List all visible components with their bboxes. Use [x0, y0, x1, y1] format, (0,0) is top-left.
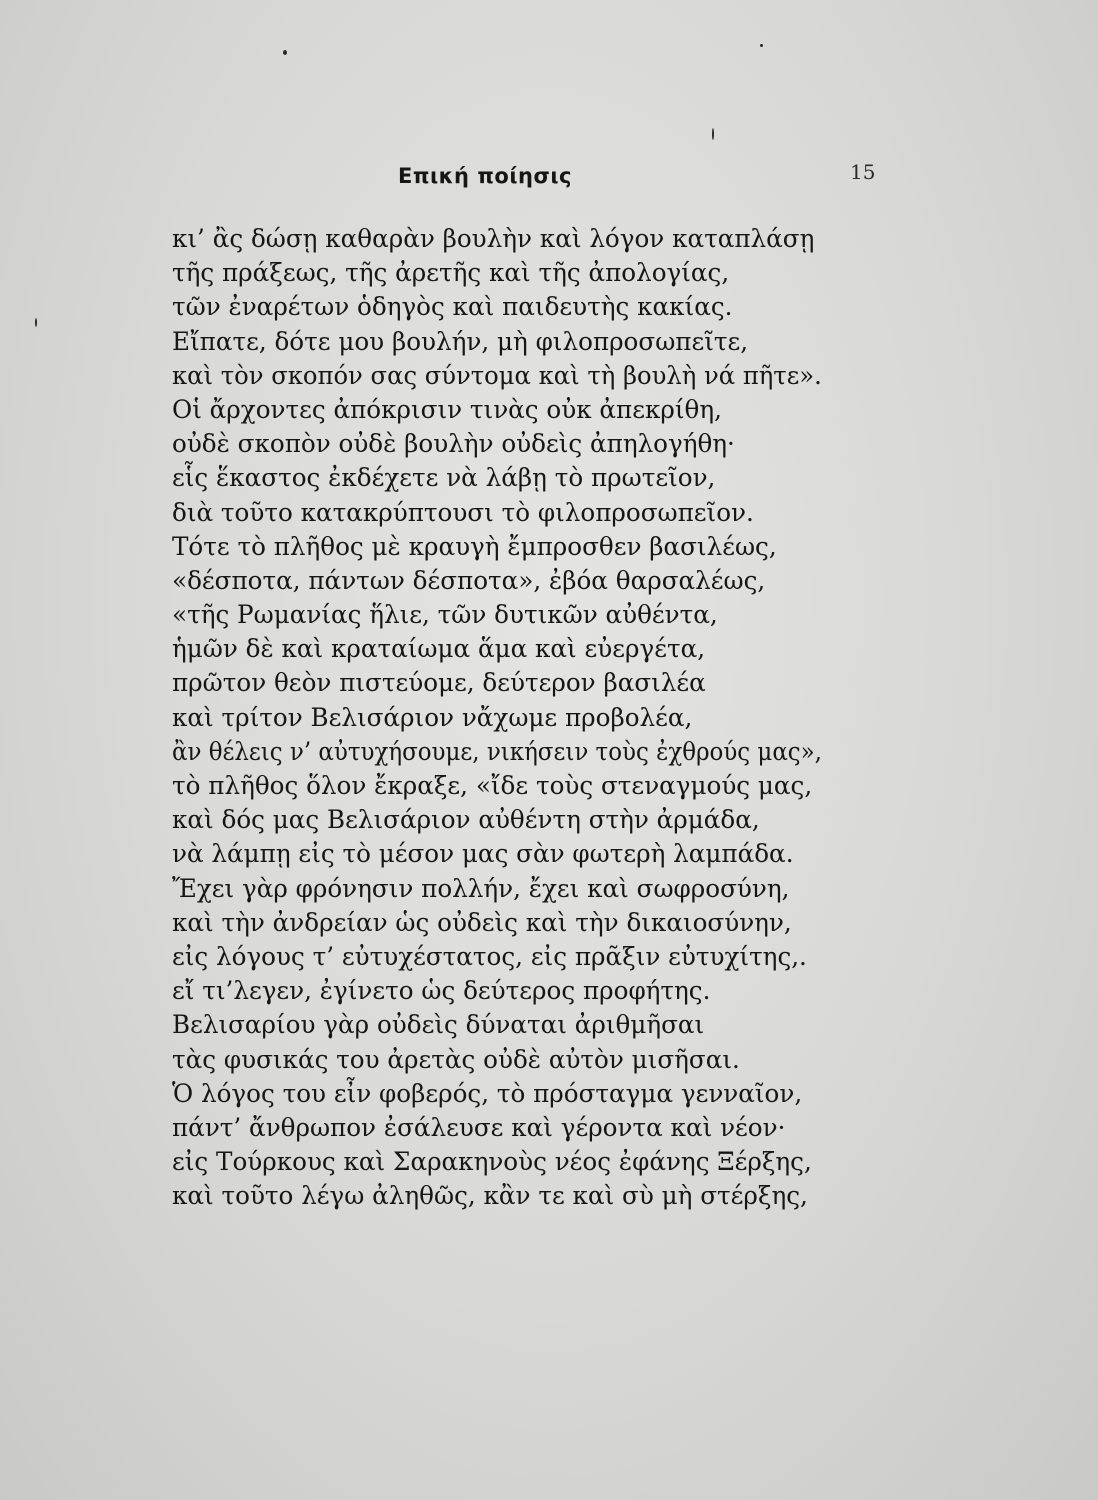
- verse-line: Τότε τὸ πλῆθος μὲ κραυγὴ ἔμπροσθεν βασιλέως,: [172, 531, 777, 561]
- print-speck: [760, 44, 763, 47]
- poem-text: [172, 222, 832, 1213]
- print-speck: [283, 50, 287, 55]
- verse-line: τῶν ἐναρέτων ὁδηγὸς καὶ παιδευτὴς κακίας.: [172, 292, 733, 322]
- verse-line: οὐδὲ σκοπὸν οὐδὲ βουλὴν οὐδεὶς ἀπηλογήθη·: [172, 429, 735, 459]
- verse-line: Βελισαρίου γὰρ οὐδεὶς δύναται ἀριθμῆσαι: [172, 1010, 705, 1040]
- verse-line: τὸ πλῆθος ὅλον ἔκραξε, «ἴδε τοὺς στεναγμούς μας,: [172, 771, 813, 800]
- verse-line: καὶ δός μας Βελισάριον αὐθέντη στὴν ἀρμάδα,: [172, 805, 760, 835]
- print-speck: [712, 128, 714, 140]
- verse-line: τὰς φυσικάς του ἀρετὰς οὐδὲ αὐτὸν μισῆσαι.: [172, 1044, 740, 1074]
- verse-line: Ὁ λόγος του εἶν φοβερός, τὸ πρόσταγμα γενναῖον,: [172, 1078, 803, 1108]
- verse-line: εἰς λόγους τ’ εὐτυχέστατος, εἰς πρᾶξιν εὐτυχίτης,.: [172, 941, 807, 971]
- verse-line: καὶ τὸν σκοπόν σας σύντομα καὶ τὴ βουλὴ νά πῆτε».: [172, 360, 822, 390]
- verse-line: νὰ λάμπῃ εἰς τὸ μέσον μας σὰν φωτερὴ λαμπάδα.: [172, 839, 794, 869]
- verse-line: εἷς ἕκαστος ἐκδέχετε νὰ λάβῃ τὸ πρωτεῖον,: [172, 463, 716, 493]
- verse-line: εἴ τι’λεγεν, ἐγίνετο ὡς δεύτερος προφήτης.: [172, 976, 711, 1006]
- verse-line: Οἱ ἄρχοντες ἀπόκρισιν τινὰς οὐκ ἀπεκρίθη,: [172, 394, 722, 424]
- verse-line: καὶ τρίτον Βελισάριον νἄχωμε προβολέα,: [172, 702, 693, 732]
- verse-line: Εἴπατε, δότε μου βουλήν, μὴ φιλοπροσωπεῖτε,: [172, 326, 749, 356]
- page-number: 15: [850, 160, 876, 184]
- verse-line: «δέσποτα, πάντων δέσποτα», ἐβόα θαρσαλέως,: [172, 565, 766, 595]
- verse-line: ἡμῶν δὲ καὶ κραταίωμα ἅμα καὶ εὐεργέτα,: [172, 634, 706, 664]
- verse-line: τῆς πράξεως, τῆς ἀρετῆς καὶ τῆς ἀπολογίας,: [172, 258, 730, 288]
- running-head: Επική ποίησις: [398, 164, 572, 188]
- verse-line: διὰ τοῦτο κατακρύπτουσι τὸ φιλοπροσωπεῖον.: [172, 497, 754, 527]
- verse-line: πρῶτον θεὸν πιστεύομε, δεύτερον βασιλέα: [172, 668, 706, 698]
- verse-line: καὶ τὴν ἀνδρείαν ὡς οὐδεὶς καὶ τὴν δικαιοσύνην,: [172, 907, 792, 937]
- verse-line: καὶ τοῦτο λέγω ἀληθῶς, κἂν τε καὶ σὺ μὴ στέρξης,: [172, 1181, 808, 1211]
- verse-line: Ἔχει γὰρ φρόνησιν πολλήν, ἔχει καὶ σωφροσύνη,: [172, 873, 790, 903]
- verse-line: εἰς Τούρκους καὶ Σαρακηνοὺς νέος ἐφάνης Ξέρξης,: [172, 1147, 812, 1177]
- verse-line: κι’ ἂς δώσῃ καθαρὰν βουλὴν καὶ λόγον καταπλάσῃ: [172, 224, 815, 253]
- verse-line: «τῆς Ρωμανίας ἥλιε, τῶν δυτικῶν αὐθέντα,: [172, 600, 718, 630]
- print-speck: [35, 318, 37, 327]
- verse-line: πάντ’ ἄνθρωπον ἐσάλευσε καὶ γέροντα καὶ νέον·: [172, 1112, 786, 1142]
- verse-line: ἂν θέλεις ν’ αὐτυχήσουμε, νικήσειν τοὺς ἐχθρούς μας»,: [172, 736, 822, 766]
